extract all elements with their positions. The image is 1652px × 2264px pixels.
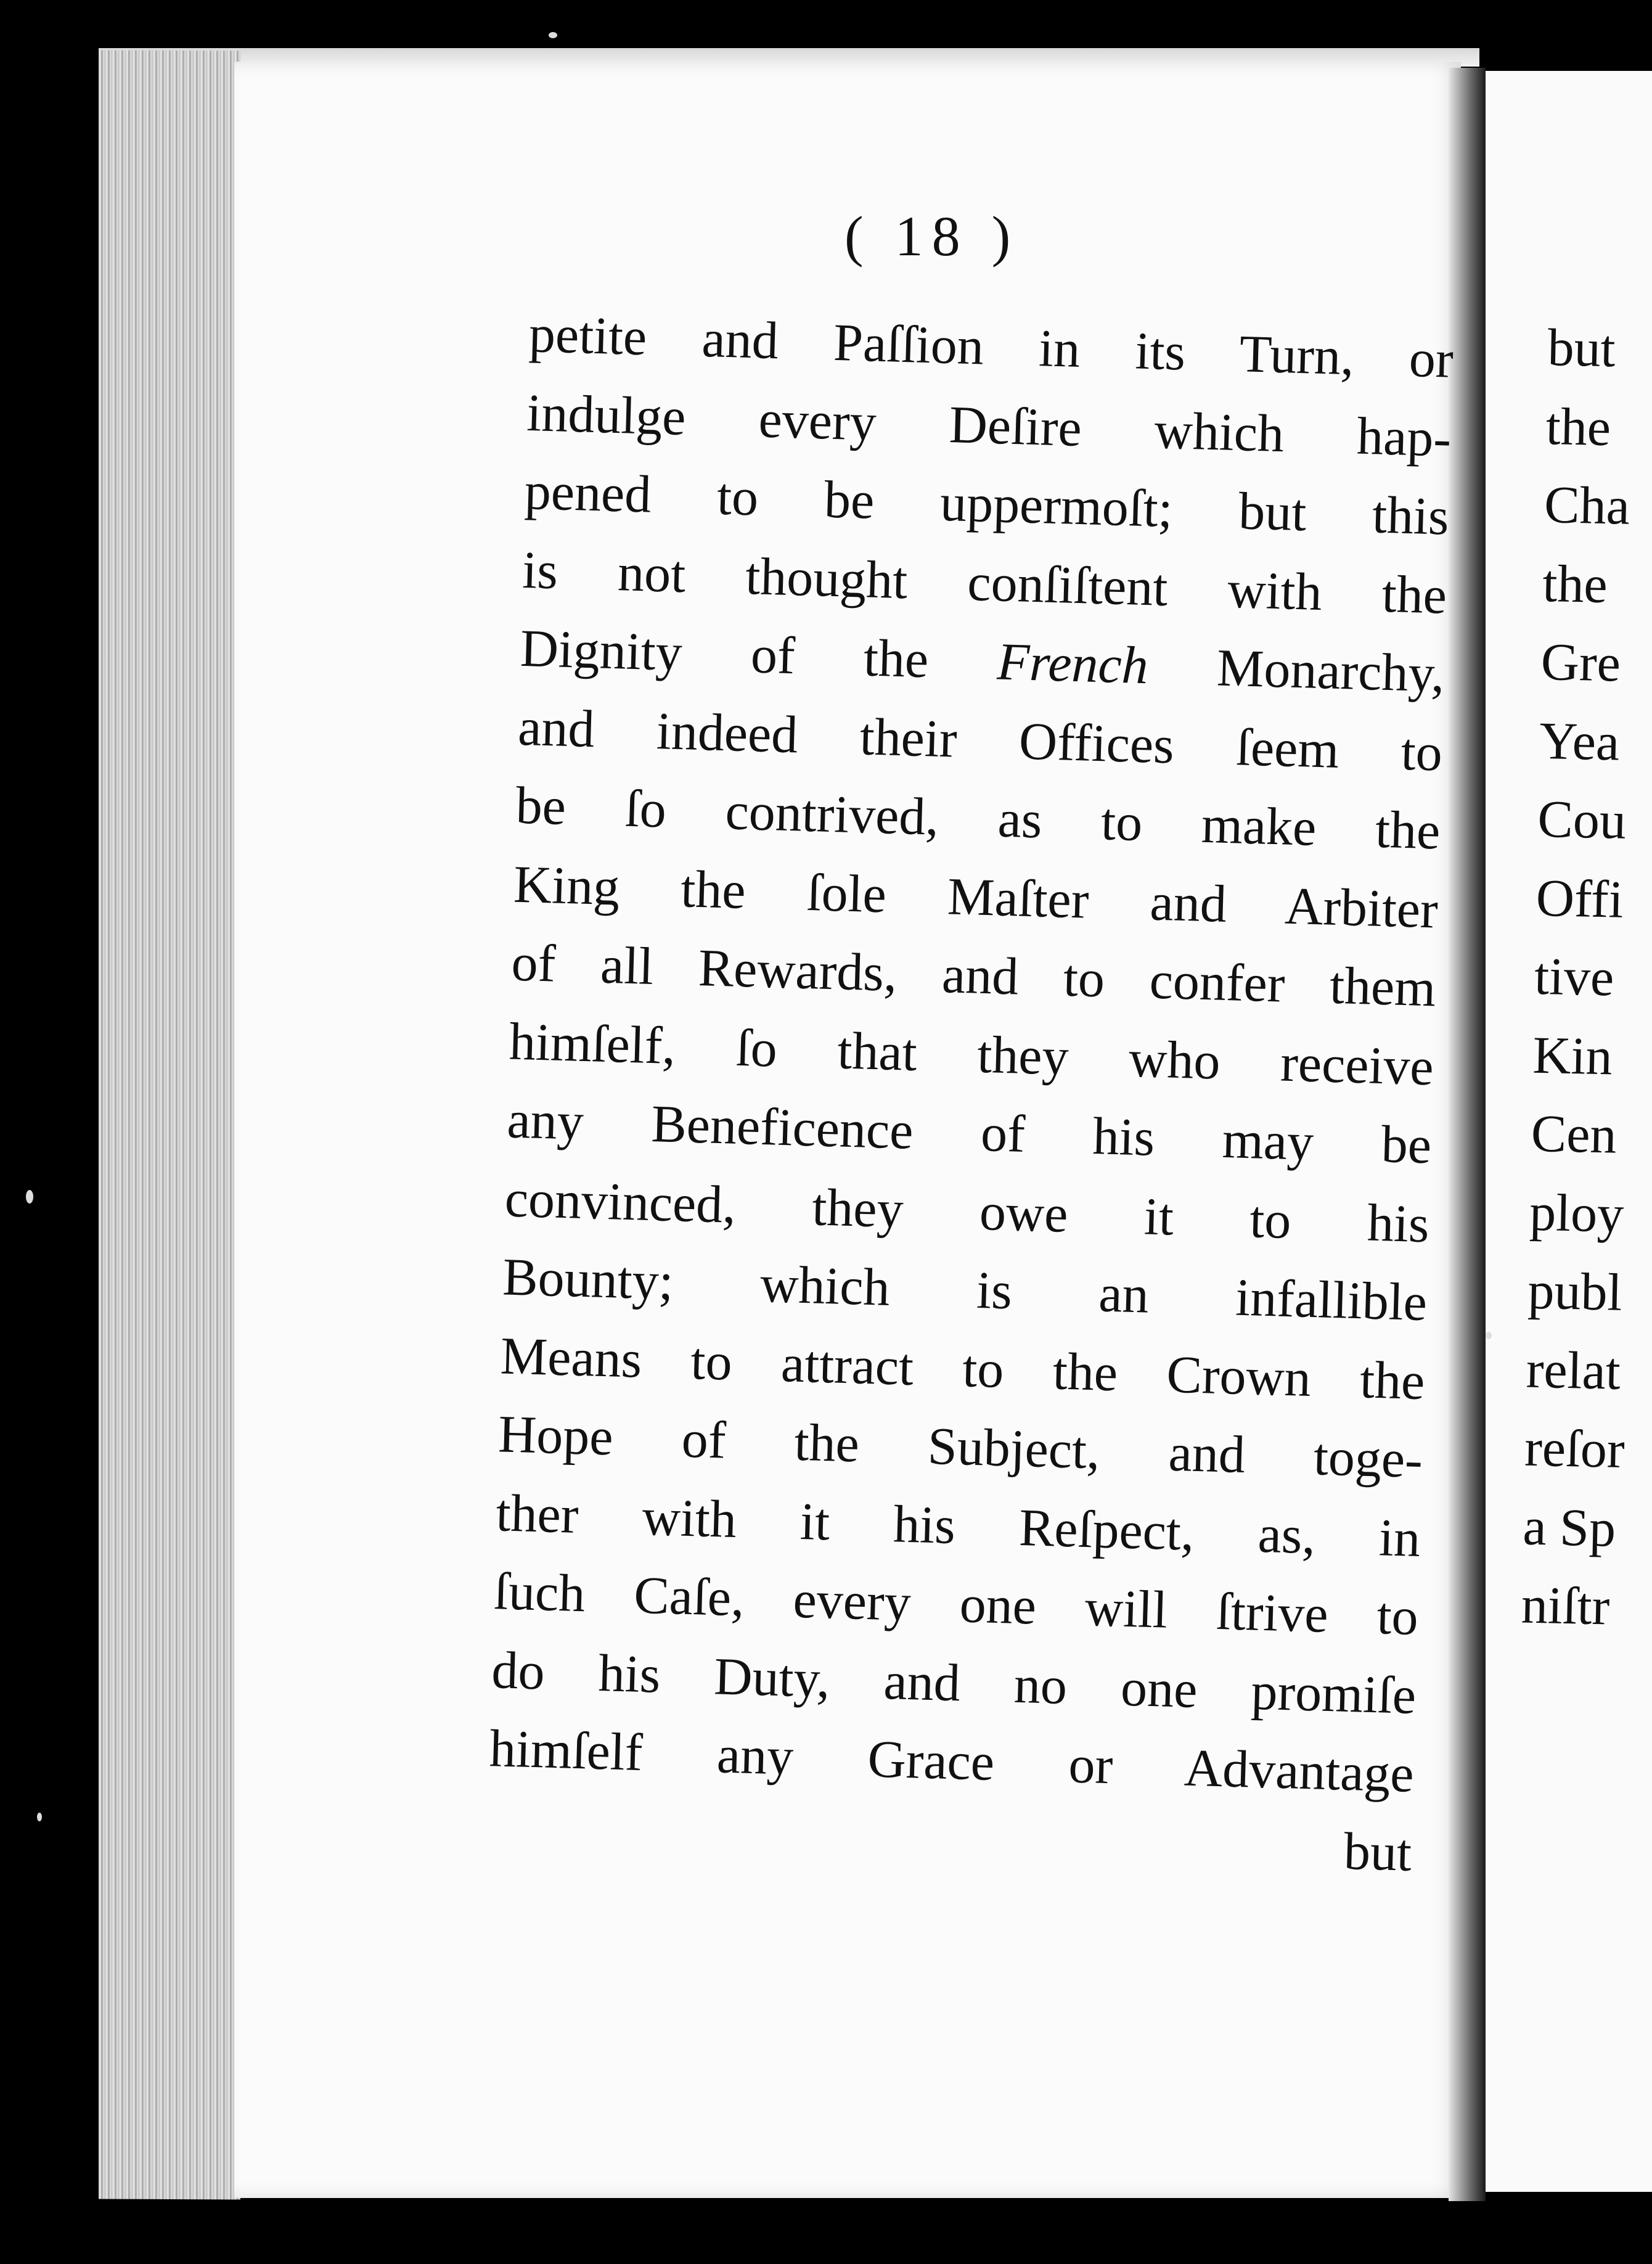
facing-line: niſtr	[1520, 1575, 1611, 1636]
text-line: King the ſole Maſter and Arbiter	[512, 854, 1439, 939]
text-line: ſuch Caſe, every one will ſtrive to	[493, 1561, 1420, 1647]
facing-line: Yea	[1539, 710, 1621, 772]
facing-line: ploy	[1529, 1182, 1625, 1244]
text-line: pened to be uppermoſt; but this	[523, 461, 1450, 546]
text-line: of all Rewards, and to confer them	[510, 932, 1437, 1018]
facing-line: Cha	[1544, 474, 1630, 536]
body-text	[486, 295, 1455, 1892]
facing-line: but	[1547, 317, 1616, 379]
text-line: indulge every Deſire which hap-	[526, 382, 1452, 468]
facing-line: Cen	[1530, 1103, 1617, 1165]
text-line: and indeed their Offices ſeem to	[517, 697, 1444, 782]
text-line: be ſo contrived, as to make the	[515, 775, 1441, 861]
scan-speck	[1486, 1332, 1492, 1339]
text-fragment: Dignity of the	[519, 618, 999, 691]
text-line: Bounty; which is an infallible	[502, 1247, 1428, 1332]
facing-line: Cou	[1537, 789, 1627, 850]
facing-line: the	[1542, 553, 1608, 614]
facing-line: tive	[1534, 946, 1615, 1007]
scan-speck	[37, 1813, 42, 1821]
text-line: himſelf any Grace or Advantage	[488, 1718, 1415, 1803]
book-gutter	[1449, 68, 1486, 2201]
catchword: but	[1343, 1821, 1413, 1882]
facing-line: relat	[1525, 1339, 1621, 1401]
facing-line: a Sp	[1522, 1496, 1617, 1558]
text-line: himſelf, ſo that they who receive	[508, 1011, 1434, 1096]
facing-line: the	[1545, 396, 1612, 457]
italic-word: French	[996, 631, 1150, 695]
text-line: convinced, they owe it to his	[504, 1168, 1430, 1253]
text-line: petite and Paſſion in its Turn, or	[528, 303, 1454, 389]
text-line: is not thought conſiſtent with the	[521, 539, 1448, 625]
facing-line: Gre	[1540, 631, 1621, 693]
facing-line: reſor	[1524, 1417, 1625, 1479]
text-line: ther with it his Reſpect, as, in	[495, 1482, 1421, 1568]
page-number-heading: ( 18 )	[844, 205, 1020, 268]
text-line: any Beneficence of his may be	[506, 1089, 1433, 1175]
facing-line: publ	[1527, 1260, 1623, 1322]
page-edges	[99, 50, 240, 2199]
text-fragment: Monarchy,	[1147, 636, 1446, 703]
scan-speck	[26, 1190, 33, 1204]
text-line: Means to attract to the Crown the	[499, 1325, 1426, 1411]
scan-speck	[549, 32, 557, 38]
facing-line: Offi	[1535, 867, 1624, 929]
text-line: Hope of the Subject, and toge-	[497, 1404, 1424, 1490]
facing-line: Kin	[1532, 1025, 1613, 1086]
text-line: do his Duty, and no one promiſe	[491, 1639, 1417, 1725]
